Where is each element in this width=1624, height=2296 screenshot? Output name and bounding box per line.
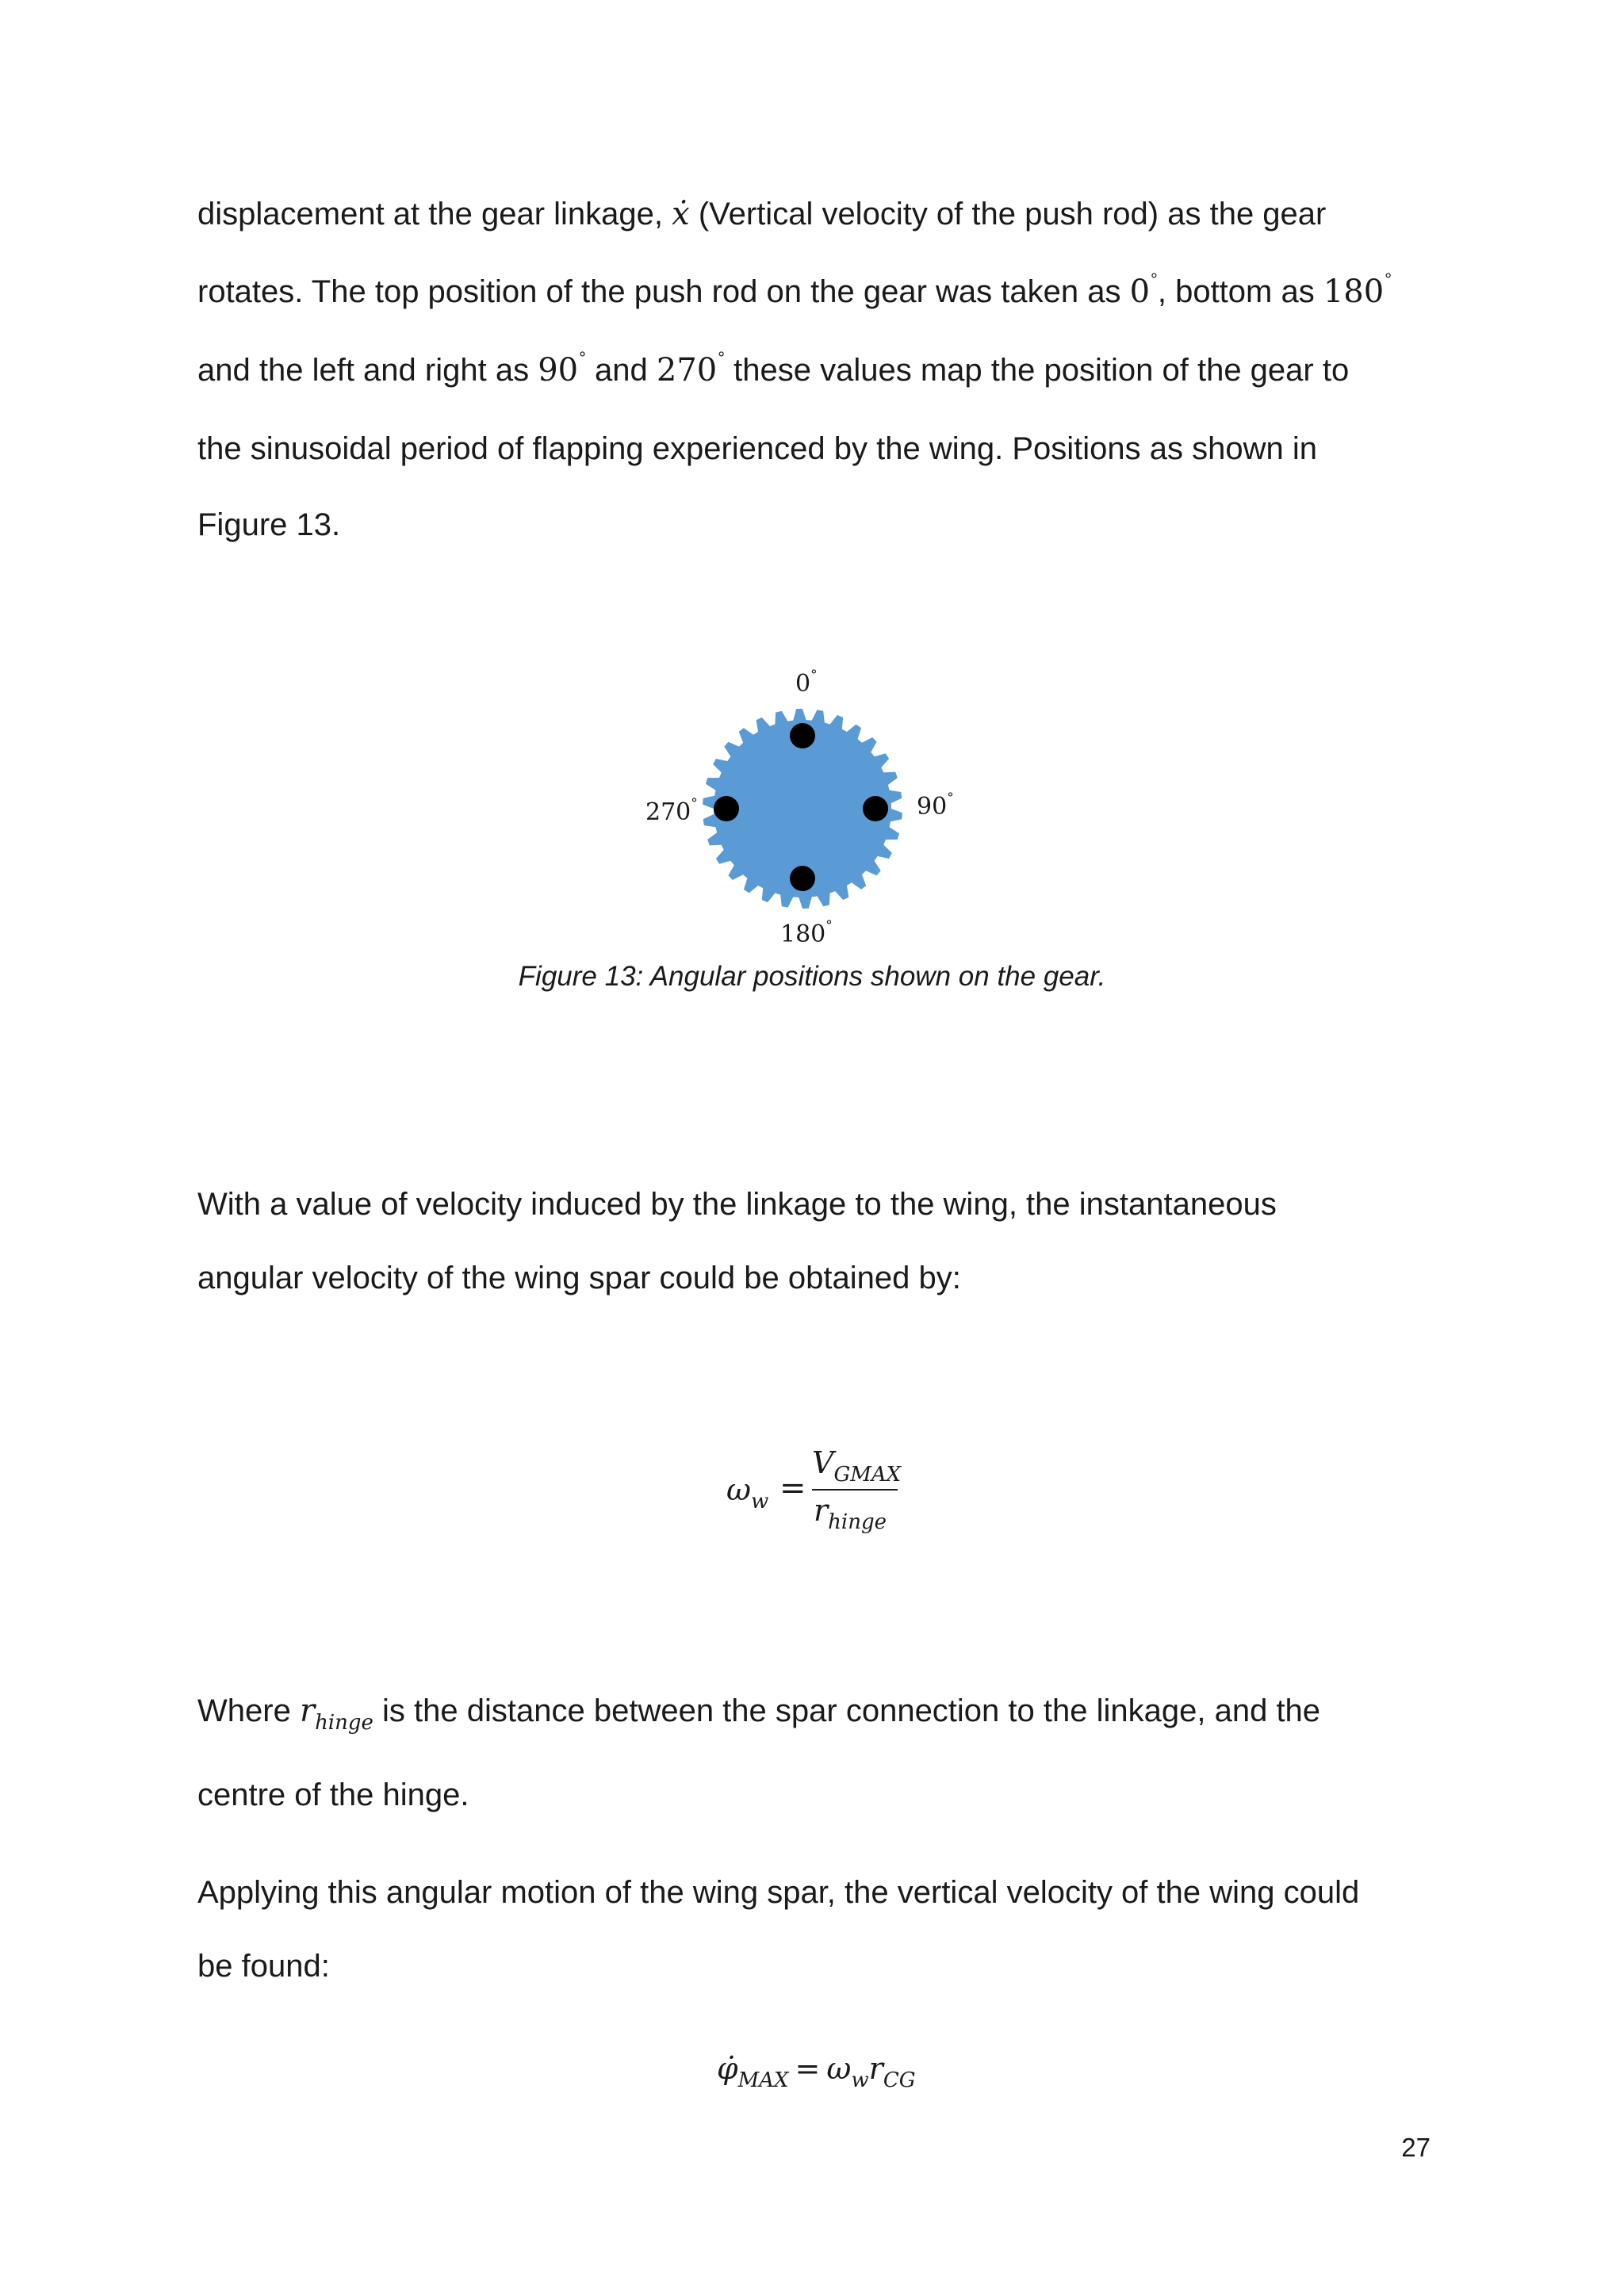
fraction-bar bbox=[812, 1489, 898, 1490]
radius-symbol: r bbox=[868, 2051, 883, 2086]
paragraph4-line2: be found: bbox=[197, 1949, 330, 1984]
paragraph1-line5: Figure 13. bbox=[197, 507, 341, 542]
dot-90-degrees bbox=[863, 796, 888, 821]
angle-value: 270 bbox=[645, 798, 691, 826]
label-0-degrees bbox=[795, 668, 818, 698]
text-span: (Vertical velocity of the push rod) as the gear bbox=[689, 197, 1327, 232]
page-number: 27 bbox=[1401, 2133, 1431, 2162]
degree-symbol: ° bbox=[691, 796, 698, 812]
gear-body bbox=[703, 709, 902, 909]
label-90-degrees bbox=[917, 790, 954, 821]
subscript: MAX bbox=[737, 2068, 789, 2092]
radius-symbol: r bbox=[814, 1493, 829, 1528]
paragraph2-line2: angular velocity of the wing spar could be obtained by: bbox=[197, 1261, 961, 1295]
gear-drawing bbox=[0, 0, 1624, 951]
x-dot-variable: ẋ bbox=[672, 196, 690, 232]
angle-value: 180 bbox=[1323, 274, 1385, 310]
paragraph1-line1 bbox=[197, 198, 1326, 230]
subscript: CG bbox=[883, 2068, 916, 2092]
degree-symbol: ° bbox=[579, 348, 586, 368]
degree-symbol: ° bbox=[947, 790, 954, 806]
degree-symbol: ° bbox=[1151, 270, 1158, 289]
subscript: hinge bbox=[828, 1510, 887, 1534]
angle-value: 270 bbox=[656, 352, 718, 388]
equation1-denominator bbox=[814, 1493, 887, 1534]
paragraph4-line1: Applying this angular motion of the wing spar, the vertical velocity of the wing could bbox=[197, 1875, 1360, 1910]
omega-symbol: ω bbox=[826, 2051, 852, 2086]
text-span: rotates. The top position of the push rod on the gear was taken as bbox=[197, 274, 1130, 309]
equals-sign: = bbox=[795, 2051, 821, 2086]
text-span: and the left and right as bbox=[197, 353, 538, 388]
label-270-degrees bbox=[645, 796, 698, 826]
paragraph1-line2 bbox=[197, 270, 1392, 310]
text-span: Where bbox=[197, 1693, 300, 1728]
phi-dot-symbol: φ̇ bbox=[717, 2051, 738, 2086]
text-span: is the distance between the spar connection to the linkage, and the bbox=[373, 1693, 1321, 1728]
equation1-numerator bbox=[812, 1445, 902, 1487]
angle-value: 90 bbox=[538, 352, 579, 388]
degree-symbol: ° bbox=[1385, 270, 1392, 289]
paragraph3-line2: centre of the hinge. bbox=[197, 1777, 469, 1812]
angle-value: 90 bbox=[917, 793, 948, 821]
text-span: and bbox=[585, 353, 657, 388]
degree-symbol: ° bbox=[718, 348, 726, 368]
text-span: displacement at the gear linkage, bbox=[197, 197, 672, 232]
angle-value: 180 bbox=[780, 920, 826, 948]
equation1-lhs bbox=[726, 1472, 769, 1513]
paragraph3-line1 bbox=[197, 1693, 1321, 1735]
velocity-symbol: V bbox=[812, 1445, 834, 1480]
subscript: GMAX bbox=[833, 1463, 902, 1487]
label-180-degrees bbox=[780, 918, 833, 948]
dot-270-degrees bbox=[714, 796, 739, 821]
figure-caption: Figure 13: Angular positions shown on the gear. bbox=[518, 961, 1106, 992]
text-span: these values map the position of the gear to bbox=[725, 353, 1350, 388]
angle-value: 0 bbox=[795, 670, 811, 698]
radius-symbol: r bbox=[299, 1693, 316, 1729]
degree-symbol: ° bbox=[810, 668, 818, 683]
paragraph2-line1: With a value of velocity induced by the linkage to the wing, the instantaneous bbox=[197, 1187, 1277, 1222]
subscript: w bbox=[751, 1490, 769, 1513]
equation-vertical-velocity bbox=[717, 2051, 916, 2092]
dot-0-degrees bbox=[790, 723, 815, 748]
equation1-equals: = bbox=[779, 1470, 806, 1506]
paragraph1-line3 bbox=[197, 348, 1350, 388]
subscript: w bbox=[851, 2068, 869, 2092]
paragraph1-line4: the sinusoidal period of flapping experienced by the wing. Positions as shown in bbox=[197, 431, 1317, 466]
text-span: , bottom as bbox=[1157, 274, 1323, 309]
subscript: hinge bbox=[315, 1711, 373, 1735]
omega-symbol: ω bbox=[726, 1472, 751, 1507]
angle-value: 0 bbox=[1129, 274, 1151, 310]
gear-figure bbox=[0, 0, 1624, 951]
dot-180-degrees bbox=[790, 866, 815, 891]
degree-symbol: ° bbox=[825, 918, 833, 934]
